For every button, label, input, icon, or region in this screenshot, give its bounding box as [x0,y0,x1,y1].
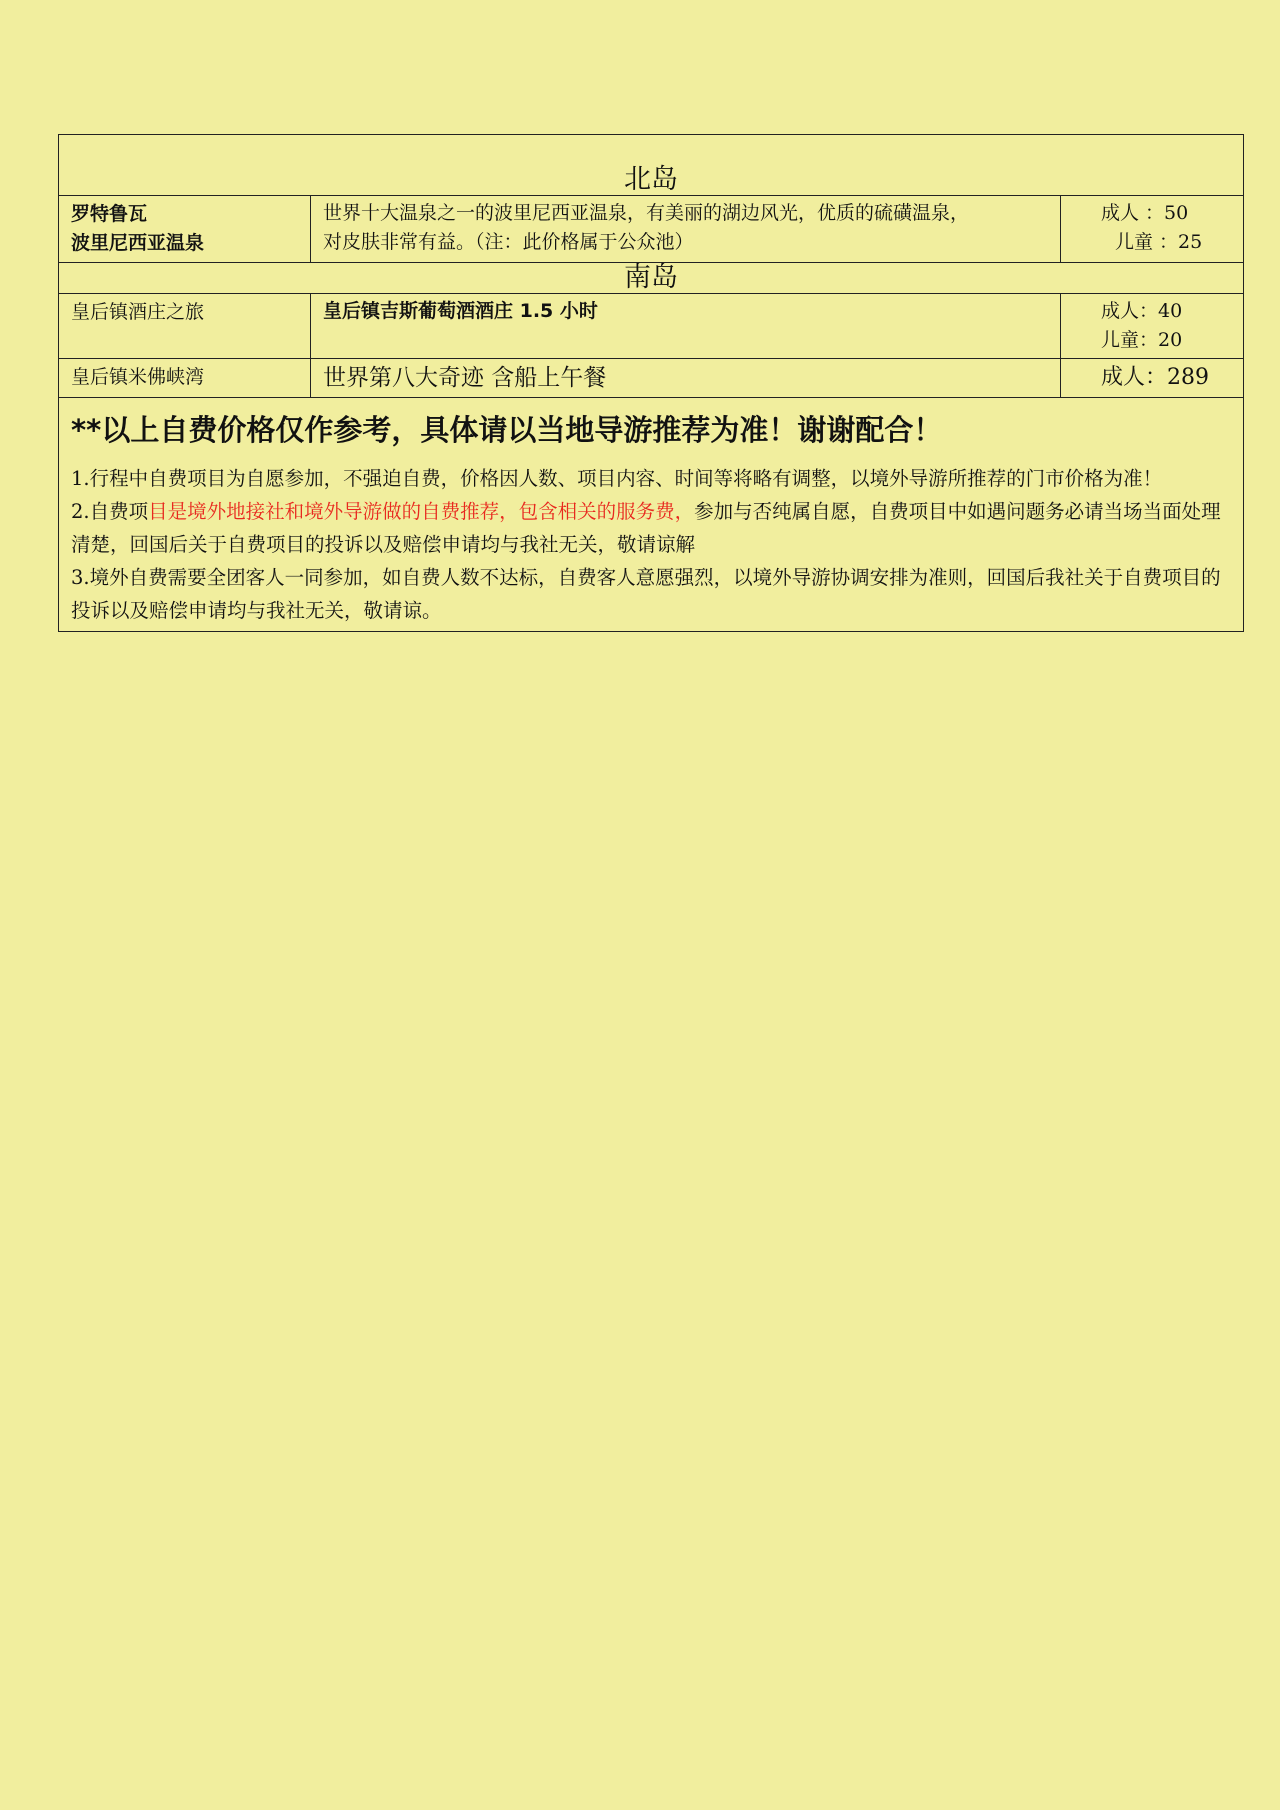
price-child: 儿童：20 [1101,329,1183,351]
price-adult: 成人：289 [1101,365,1209,390]
notes-cell [59,398,1244,632]
item-price [1061,196,1244,263]
item-description [311,294,1061,359]
note-2-suffix: 参加与否纯属自愿，自费项目中如遇问题务必请当场当面处理清楚，回国后关于自费项目的投诉以及赔偿申请均与我社无关，敬请谅解 [71,500,1221,556]
item-name [59,196,311,263]
item-name: 皇后镇米佛峡湾 [59,359,311,398]
table-row [59,294,1244,359]
region-row-north [59,135,1244,196]
item-price [1061,294,1244,359]
note-item-3: 3.境外自费需要全团客人一同参加，如自费人数不达标，自费客人意愿强烈，以境外导游协调安排为准则，回国后我社关于自费项目的投诉以及赔偿申请均与我社无关，敬请谅。 [71,566,1221,622]
item-description [311,196,1061,263]
optional-tours-table [58,134,1244,632]
price-child: 儿童 ：25 [1115,231,1203,253]
table-row [59,196,1244,263]
note-item-1: 1.行程中自费项目为自愿参加，不强迫自费，价格因人数、项目内容、时间等将略有调整，以境外导游所推荐的门市价格为准！ [71,467,1163,490]
price-adult: 成人：40 [1101,300,1183,322]
notes-heading: **以上自费价格仅作参考，具体请以当地导游推荐为准！谢谢配合！ [71,413,943,447]
item-name: 皇后镇酒庄之旅 [59,294,311,359]
table-row [59,359,1244,398]
item-name-line: 罗特鲁瓦 [71,203,148,225]
note-2-highlight: 目是境外地接社和境外导游做的自费推荐，包含相关的服务费， [148,500,695,523]
item-description-line: 对皮肤非常有益。（注：此价格属于公众池） [323,231,694,253]
notes-row [59,398,1244,632]
note-2-prefix: 2.自费项 [71,500,149,523]
item-name-line: 波里尼西亚温泉 [71,232,205,254]
region-row-south [59,263,1244,294]
item-description-line: 世界十大温泉之一的波里尼西亚温泉，有美丽的湖边风光，优质的硫磺温泉， [323,202,970,224]
item-description-text: 皇后镇吉斯葡萄酒酒庄 1.5 小时 [323,300,598,322]
region-heading-north: 北岛 [59,135,1244,196]
price-adult: 成人 ：50 [1101,202,1189,224]
note-item-2 [71,495,1231,561]
item-description: 世界第八大奇迹 含船上午餐 [311,359,1061,398]
region-heading-south: 南岛 [59,263,1244,294]
item-price [1061,359,1244,398]
